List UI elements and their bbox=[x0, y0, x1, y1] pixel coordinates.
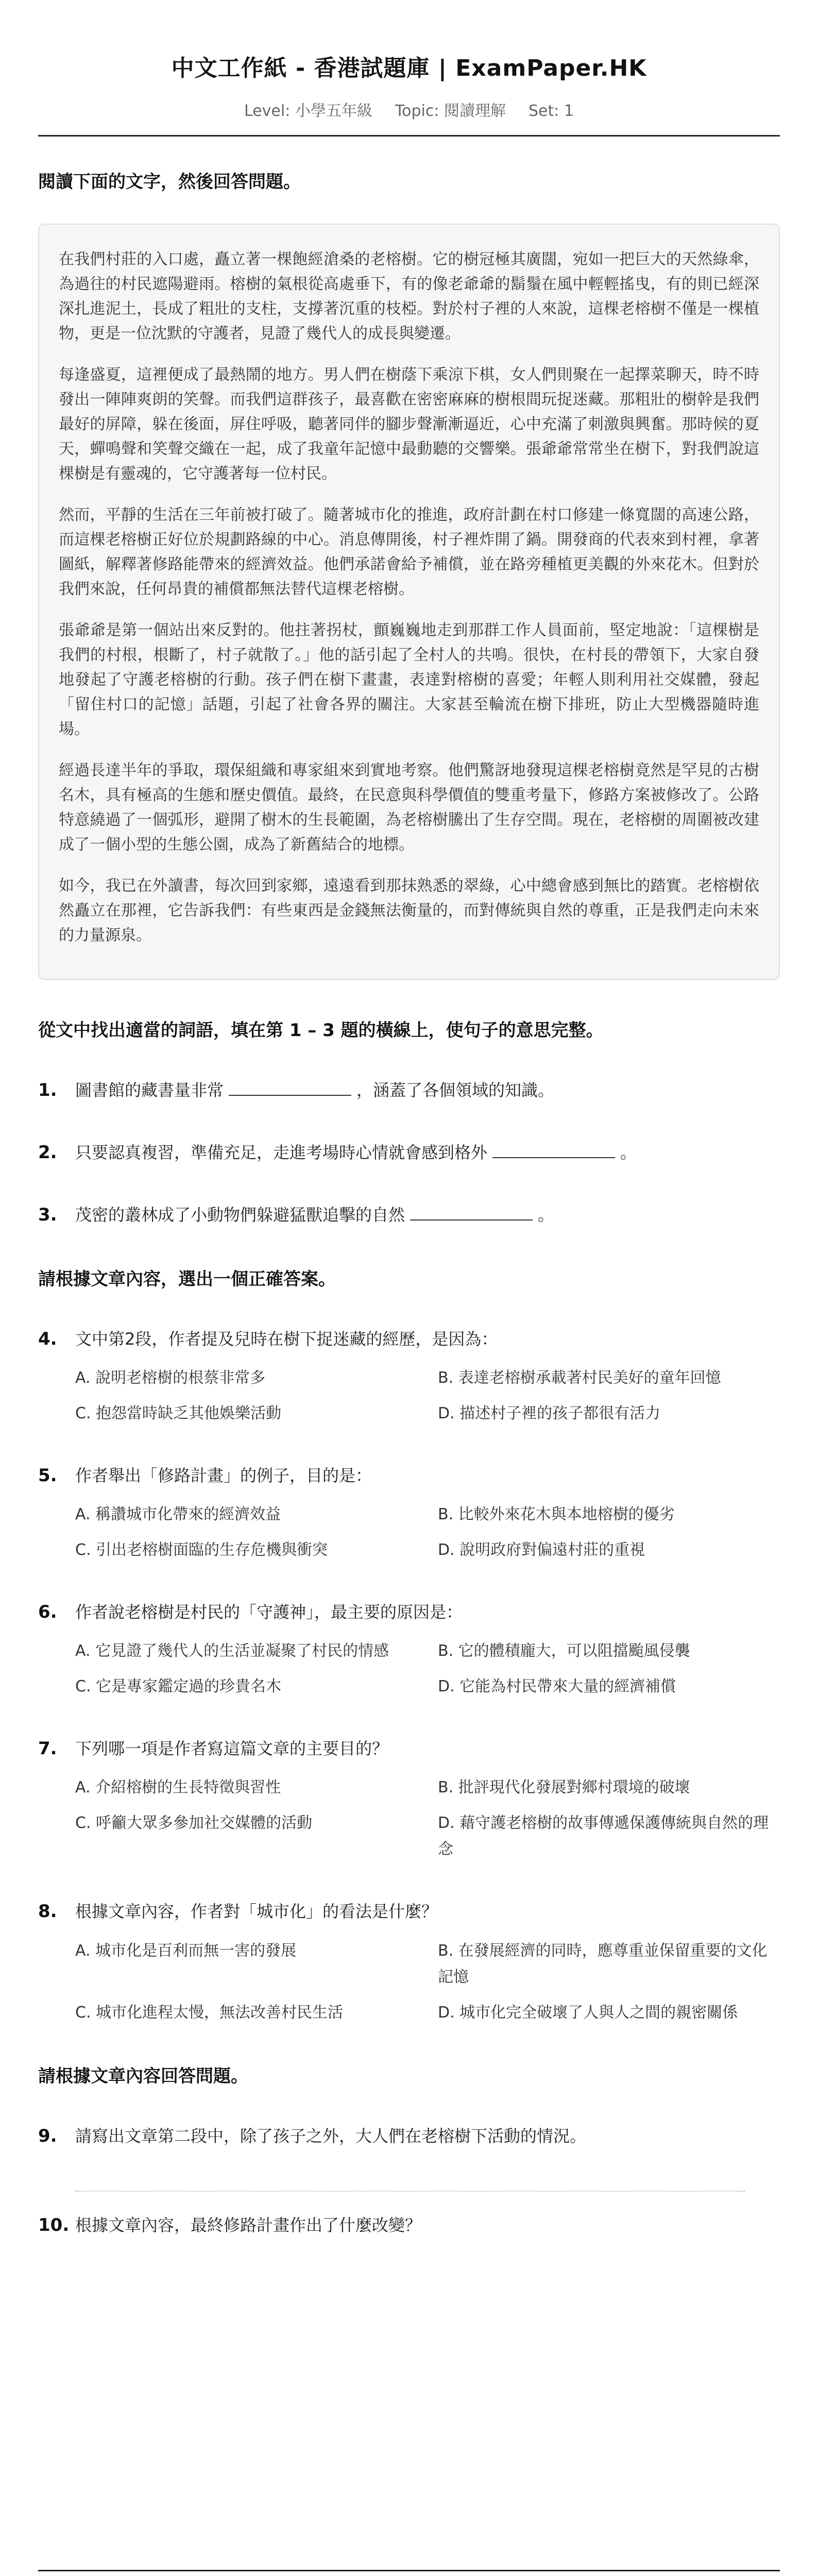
option-c[interactable]: C. 呼籲大眾多參加社交媒體的活動 bbox=[75, 1814, 313, 1833]
level-label: Level: 小學五年級 bbox=[244, 102, 372, 120]
question-number: 6. bbox=[38, 1601, 57, 1622]
topic-label: Topic: 閱讀理解 bbox=[395, 102, 506, 120]
answer-blank[interactable] bbox=[410, 1204, 533, 1221]
open-question-9 bbox=[38, 2123, 780, 2192]
question-number: 7. bbox=[38, 1738, 57, 1759]
option-a[interactable]: A. 介紹榕樹的生長特徵與習性 bbox=[75, 1778, 281, 1797]
question-text-before: 只要認真複習，準備充足，走進考場時心情就會感到格外 bbox=[75, 1143, 488, 1163]
worksheet-header bbox=[38, 49, 780, 137]
open-question-10 bbox=[38, 2212, 780, 2239]
option-d[interactable]: D. 說明政府對偏遠村莊的重視 bbox=[438, 1540, 645, 1559]
mcq-instruction: 請根據文章內容，選出一個正確答案。 bbox=[38, 1268, 336, 1290]
question-text: 根據文章內容，作者對「城市化」的看法是什麼？ bbox=[75, 1902, 438, 1922]
option-b[interactable]: B. 表達老榕樹承載著村民美好的童年回憶 bbox=[438, 1368, 721, 1387]
question-text-before: 圖書館的藏書量非常 bbox=[75, 1080, 224, 1100]
passage-paragraph: 在我們村莊的入口處，矗立著一棵飽經滄桑的老榕樹。它的樹冠極其廣闊，宛如一把巨大的天然綠傘，為過往的村民遮陽避雨。榕樹的氣根從高處垂下，有的像老爺爺的鬍鬚在風中輕輕搖曳，有的則已經深深扎進泥土，長成了粗壯的支柱，支撐著沉重的枝椏。對於村子裡的人來說，這棵老榕樹不僅是一棵植物，更是一位沈默的守護者，見證了幾代人的成長與變遷。 bbox=[59, 250, 759, 343]
question-text bbox=[75, 1202, 554, 1228]
question-text-before: 茂密的叢林成了小動物們躲避猛獸追擊的自然 bbox=[75, 1205, 405, 1225]
question-text-after: 。 bbox=[620, 1143, 637, 1163]
worksheet-meta bbox=[38, 98, 780, 121]
option-a[interactable]: A. 它見證了幾代人的生活並凝聚了村民的情感 bbox=[75, 1642, 389, 1660]
mcq-question-8 bbox=[38, 1899, 780, 2025]
option-c[interactable]: C. 它是專家鑑定過的珍貴名木 bbox=[75, 1677, 282, 1696]
option-a[interactable]: A. 稱讚城市化帶來的經濟效益 bbox=[75, 1505, 281, 1523]
question-text: 根據文章內容，最終修路計畫作出了什麼改變？ bbox=[75, 2215, 422, 2235]
passage-paragraph: 每逢盛夏，這裡便成了最熱鬧的地方。男人們在樹蔭下乘涼下棋，女人們則聚在一起擇菜聊天，時不時發出一陣陣爽朗的笑聲。而我們這群孩子，最喜歡在密密麻麻的樹根間玩捉迷藏。那粗壯的樹幹是我們最好的屏障，躲在後面，屏住呼吸，聽著同伴的腳步聲漸漸逼近，心中充滿了刺激與興奮。那時候的夏天，蟬鳴聲和笑聲交織在一起，成了我童年記憶中最動聽的交響樂。張爺爺常常坐在樹下，對我們說這棵樹是有靈魂的，它守護著每一位村民。 bbox=[59, 366, 759, 483]
option-b[interactable]: B. 批評現代化發展對鄉村環境的破壞 bbox=[438, 1778, 690, 1797]
open-instruction: 請根據文章內容回答問題。 bbox=[38, 2065, 248, 2087]
question-text-after: ，涵蓋了各個領域的知識。 bbox=[356, 1080, 555, 1100]
mcq-question-7 bbox=[38, 1736, 780, 1862]
worksheet-page bbox=[38, 0, 780, 2239]
option-a[interactable]: A. 城市化是百利而無一害的發展 bbox=[75, 1941, 297, 1960]
reading-passage bbox=[38, 224, 780, 980]
answer-blank[interactable] bbox=[492, 1142, 615, 1158]
mcq-question-6 bbox=[38, 1599, 780, 1700]
set-label: Set: 1 bbox=[528, 102, 574, 120]
worksheet-title: 中文工作紙 - 香港試題庫 | ExamPaper.HK bbox=[171, 55, 647, 81]
question-number: 5. bbox=[38, 1465, 57, 1486]
mcq-question-4 bbox=[38, 1326, 780, 1427]
question-number: 1. bbox=[38, 1080, 57, 1100]
question-text-after: 。 bbox=[538, 1205, 555, 1225]
passage-paragraph: 如今，我已在外讀書，每次回到家鄉，遠遠看到那抹熟悉的翠綠，心中總會感到無比的踏實。老榕樹依然矗立在那裡，它告訴我們：有些東西是金錢無法衡量的，而對傳統與自然的尊重，正是我們走向未來的力量源泉。 bbox=[59, 877, 759, 944]
option-list bbox=[75, 1774, 780, 1862]
option-list bbox=[75, 1501, 780, 1563]
option-b[interactable]: B. 它的體積龐大，可以阻擋颱風侵襲 bbox=[438, 1642, 690, 1660]
question-number: 3. bbox=[38, 1205, 57, 1226]
header-divider bbox=[38, 135, 780, 137]
fill-instruction: 從文中找出適當的詞語，填在第 1 – 3 題的橫線上，使句子的意思完整。 bbox=[38, 1020, 604, 1041]
option-list bbox=[75, 1938, 780, 2026]
option-c[interactable]: C. 引出老榕樹面臨的生存危機與衝突 bbox=[75, 1540, 328, 1559]
question-text bbox=[75, 1077, 554, 1104]
question-text bbox=[75, 1140, 637, 1166]
answer-blank[interactable] bbox=[229, 1079, 351, 1096]
question-number: 10. bbox=[38, 2214, 70, 2235]
option-c[interactable]: C. 抱怨當時缺乏其他娛樂活動 bbox=[75, 1404, 282, 1422]
passage-paragraph: 然而，平靜的生活在三年前被打破了。隨著城市化的推進，政府計劃在村口修建一條寬闊的高速公路，而這棵老榕樹正好位於規劃路線的中心。消息傳開後，村子裡炸開了鍋。開發商的代表來到村裡，拿著圖紙，解釋著修路能帶來的經濟效益。他們承諾會給予補償，並在路旁種植更美觀的外來花木。但對於我們來說，任何昂貴的補償都無法替代這棵老榕樹。 bbox=[59, 506, 759, 598]
passage-paragraph: 經過長達半年的爭取，環保組織和專家組來到實地考察。他們驚訝地發現這棵老榕樹竟然是罕見的古樹名木，具有極高的生態和歷史價值。最終，在民意與科學價值的雙重考量下，修路方案被修改了。公路特意繞過了一個弧形，避開了樹木的生長範圍，為老榕樹騰出了生存空間。現在，老榕樹的周圍被改建成了一個小型的生態公園，成為了新舊結合的地標。 bbox=[59, 761, 759, 854]
option-list bbox=[75, 1638, 780, 1700]
fill-question-2 bbox=[38, 1140, 780, 1166]
option-d[interactable]: D. 城市化完全破壞了人與人之間的親密關係 bbox=[438, 2003, 738, 2022]
mcq-question-5 bbox=[38, 1463, 780, 1563]
option-b[interactable]: B. 比較外來花木與本地榕樹的優劣 bbox=[438, 1505, 675, 1523]
question-number: 8. bbox=[38, 1901, 57, 1922]
question-text: 作者說老榕樹是村民的「守護神」，最主要的原因是： bbox=[75, 1602, 463, 1622]
option-list bbox=[75, 1365, 780, 1427]
option-d[interactable]: D. 它能為村民帶來大量的經濟補償 bbox=[438, 1677, 676, 1696]
passage-paragraph: 張爺爺是第一個站出來反對的。他拄著拐杖，顫巍巍地走到那群工作人員面前，堅定地說：「這棵樹是我們的村根，根斷了，村子就散了。」他的話引起了全村人的共鳴。很快，在村長的帶領下，大家自發地發起了守護老榕樹的行動。孩子們在樹下畫畫，表達對榕樹的喜愛；年輕人則利用社交媒體，發起「留住村口的記憶」話題，引起了社會各界的關注。大家甚至輪流在樹下排班，防止大型機器隨時進場。 bbox=[59, 621, 759, 738]
fill-question-1 bbox=[38, 1077, 780, 1104]
question-text: 下列哪一項是作者寫這篇文章的主要目的？ bbox=[75, 1739, 389, 1759]
option-c[interactable]: C. 城市化進程太慢，無法改善村民生活 bbox=[75, 2003, 344, 2022]
option-b[interactable]: B. 在發展經濟的同時，應尊重並保留重要的文化記憶 bbox=[438, 1941, 768, 1986]
fill-question-3 bbox=[38, 1202, 780, 1228]
question-text: 文中第2段，作者提及兒時在樹下捉迷藏的經歷，是因為： bbox=[75, 1329, 498, 1349]
question-number: 4. bbox=[38, 1328, 57, 1349]
question-text: 請寫出文章第二段中，除了孩子之外，大人們在老榕樹下活動的情況。 bbox=[75, 2126, 587, 2146]
footer-divider bbox=[38, 2570, 780, 2571]
option-d[interactable]: D. 藉守護老榕樹的故事傳遞保護傳統與自然的理念 bbox=[438, 1814, 769, 1859]
question-text: 作者舉出「修路計畫」的例子，目的是： bbox=[75, 1465, 372, 1485]
option-a[interactable]: A. 說明老榕樹的根蔡非常多 bbox=[75, 1368, 266, 1387]
question-number: 9. bbox=[38, 2125, 57, 2146]
question-number: 2. bbox=[38, 1142, 57, 1163]
option-d[interactable]: D. 描述村子裡的孩子都很有活力 bbox=[438, 1404, 661, 1422]
answer-line[interactable] bbox=[75, 2191, 745, 2192]
reading-instruction: 閱讀下面的文字，然後回答問題。 bbox=[38, 172, 301, 192]
